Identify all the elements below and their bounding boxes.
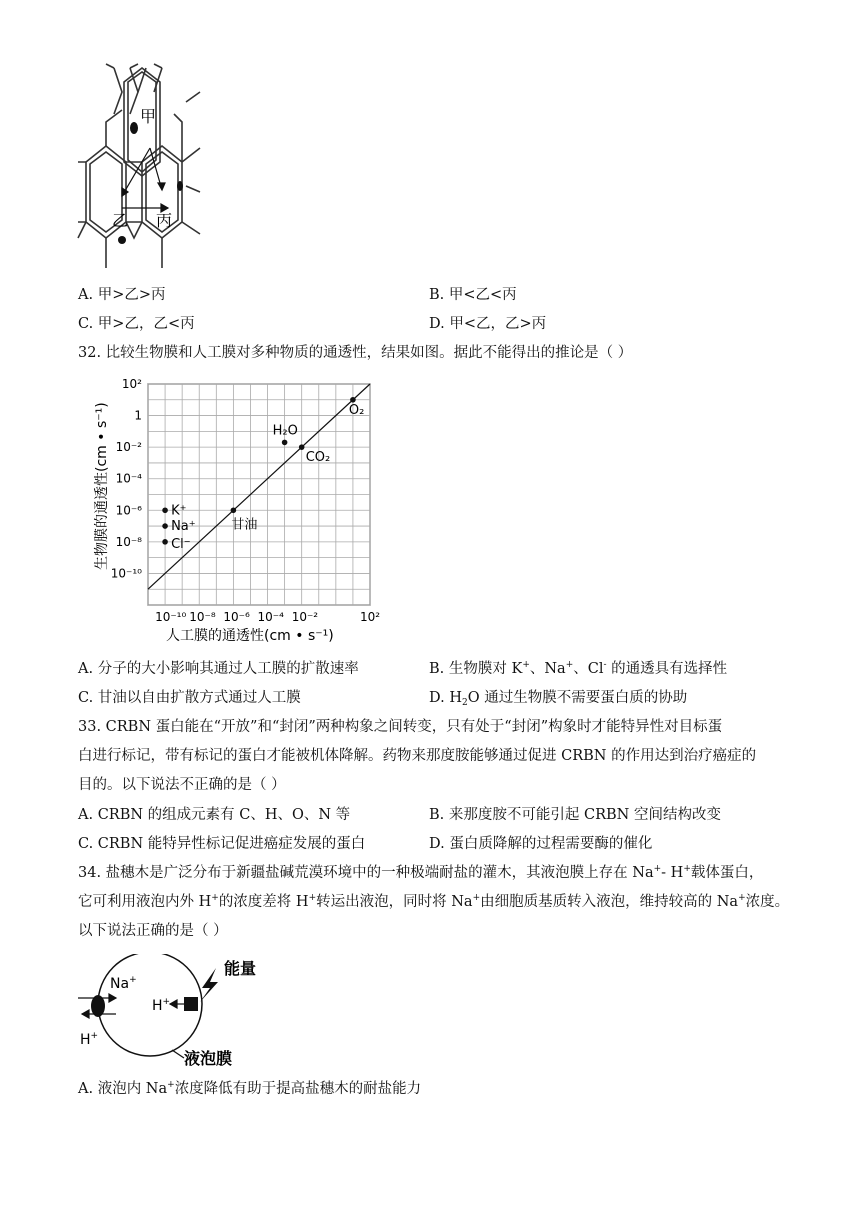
y-tick-label: 10⁻⁴	[115, 471, 142, 486]
point-label: H₂O	[272, 423, 298, 439]
y-tick-label: 10⁻⁶	[115, 503, 142, 518]
point-label: O₂	[348, 402, 365, 418]
y-tick-label: 1	[134, 408, 142, 423]
data-point	[162, 507, 168, 513]
point-label: CO₂	[305, 450, 331, 466]
point-label: Na⁺	[171, 519, 196, 535]
nucleus-bing	[177, 181, 183, 191]
x-tick-label: 10⁻⁶	[223, 610, 250, 624]
point-label: 甘油	[231, 517, 258, 533]
q31-option-d[interactable]: D. 甲<乙，乙>丙	[429, 316, 547, 332]
x-tick-label: 10⁻⁸	[189, 610, 216, 624]
q34-option-a[interactable]: A. 液泡内 Na+浓度降低有助于提高盐穗木的耐盐能力	[78, 1080, 422, 1097]
y-tick-label: 10⁻¹⁰	[110, 566, 142, 581]
q31-option-c[interactable]: C. 甲>乙，乙<丙	[78, 316, 195, 332]
data-point	[299, 444, 305, 450]
data-point	[231, 507, 237, 513]
nucleus-yi	[118, 236, 126, 244]
cell-diagram	[76, 62, 206, 272]
q33-option-c[interactable]: C. CRBN 能特异性标记促进癌症发展的蛋白	[78, 836, 366, 852]
data-point	[350, 397, 356, 403]
reference-line	[148, 384, 370, 589]
point-label: Cl⁻	[171, 536, 191, 552]
q32-stem: 32. 比较生物膜和人工膜对多种物质的通透性，结果如图。据此不能得出的推论是（ ）	[78, 345, 633, 361]
vacuole-diagram	[76, 954, 276, 1074]
permeability-chart	[88, 370, 388, 650]
q33-option-a[interactable]: A. CRBN 的组成元素有 C、H、O、N 等	[78, 807, 351, 823]
q32-option-a[interactable]: A. 分子的大小影响其通过人工膜的扩散速率	[78, 661, 359, 677]
energy-label: 能量	[224, 959, 257, 978]
data-point	[282, 440, 288, 446]
label-yi: 乙	[112, 211, 129, 230]
x-axis-label: 人工膜的通透性(cm • s⁻¹)	[166, 628, 334, 644]
na-label: Na+	[110, 975, 137, 992]
q31-option-b[interactable]: B. 甲<乙<丙	[429, 287, 517, 303]
point-label: K⁺	[171, 503, 187, 519]
q33-stem-1: 33. CRBN 蛋白能在“开放”和“封闭”两种构象之间转变，只有处于“封闭”构象时才能特异性对目标蛋	[78, 719, 723, 735]
data-point	[162, 523, 168, 529]
q34-stem-3: 以下说法正确的是（ ）	[78, 923, 228, 939]
x-tick-label: 10⁻²	[291, 610, 319, 624]
q32-option-d[interactable]: D. $H_2O$ 通过生物膜不需要蛋白质的协助	[429, 690, 688, 708]
q31-option-a[interactable]: A. 甲>乙>丙	[78, 287, 166, 303]
y-tick-label: 10²	[121, 377, 142, 391]
y-tick-label: 10⁻²	[115, 440, 142, 455]
y-tick-label: 10⁻⁸	[115, 534, 142, 549]
label-bing: 丙	[156, 211, 173, 230]
q33-option-b[interactable]: B. 来那度胺不可能引起 CRBN 空间结构改变	[429, 807, 721, 823]
h-pump	[184, 997, 198, 1011]
y-axis-label: 生物膜的通透性(cm • s⁻¹)	[94, 402, 110, 570]
h-label-right: H+	[152, 997, 171, 1014]
q34-stem-2: 它可利用液泡内外 H+的浓度差将 H+转运出液泡，同时将 Na+由细胞质基质转入液泡，维持较高的 Na+浓度。	[78, 893, 790, 910]
label-jia: 甲	[140, 107, 157, 126]
q33-option-d[interactable]: D. 蛋白质降解的过程需要酶的催化	[429, 836, 653, 852]
h-label-left: H+	[80, 1031, 99, 1048]
q32-option-b[interactable]: B. 生物膜对 K+、Na+、Cl- 的通透具有选择性	[429, 660, 728, 677]
q32-option-c[interactable]: C. 甘油以自由扩散方式通过人工膜	[78, 690, 301, 706]
q34-stem-1: 34. 盐穗木是广泛分布于新疆盐碱荒漠环境中的一种极端耐盐的灌木，其液泡膜上存在 Na+- H+载体蛋白，	[78, 864, 764, 881]
membrane-label: 液泡膜	[184, 1049, 233, 1068]
x-tick-label: 10⁻⁴	[257, 610, 284, 624]
q33-stem-3: 目的。以下说法不正确的是（ ）	[78, 777, 286, 793]
lightning-icon	[200, 968, 218, 1002]
x-tick-label: 10⁻¹⁰	[155, 610, 187, 624]
q33-stem-2: 白进行标记，带有标记的蛋白才能被机体降解。药物来那度胺能够通过促进 CRBN 的作用达到治疗癌症的	[78, 748, 757, 764]
data-point	[162, 539, 168, 545]
nucleus-jia	[130, 122, 138, 134]
x-tick-label: 10²	[360, 610, 381, 624]
